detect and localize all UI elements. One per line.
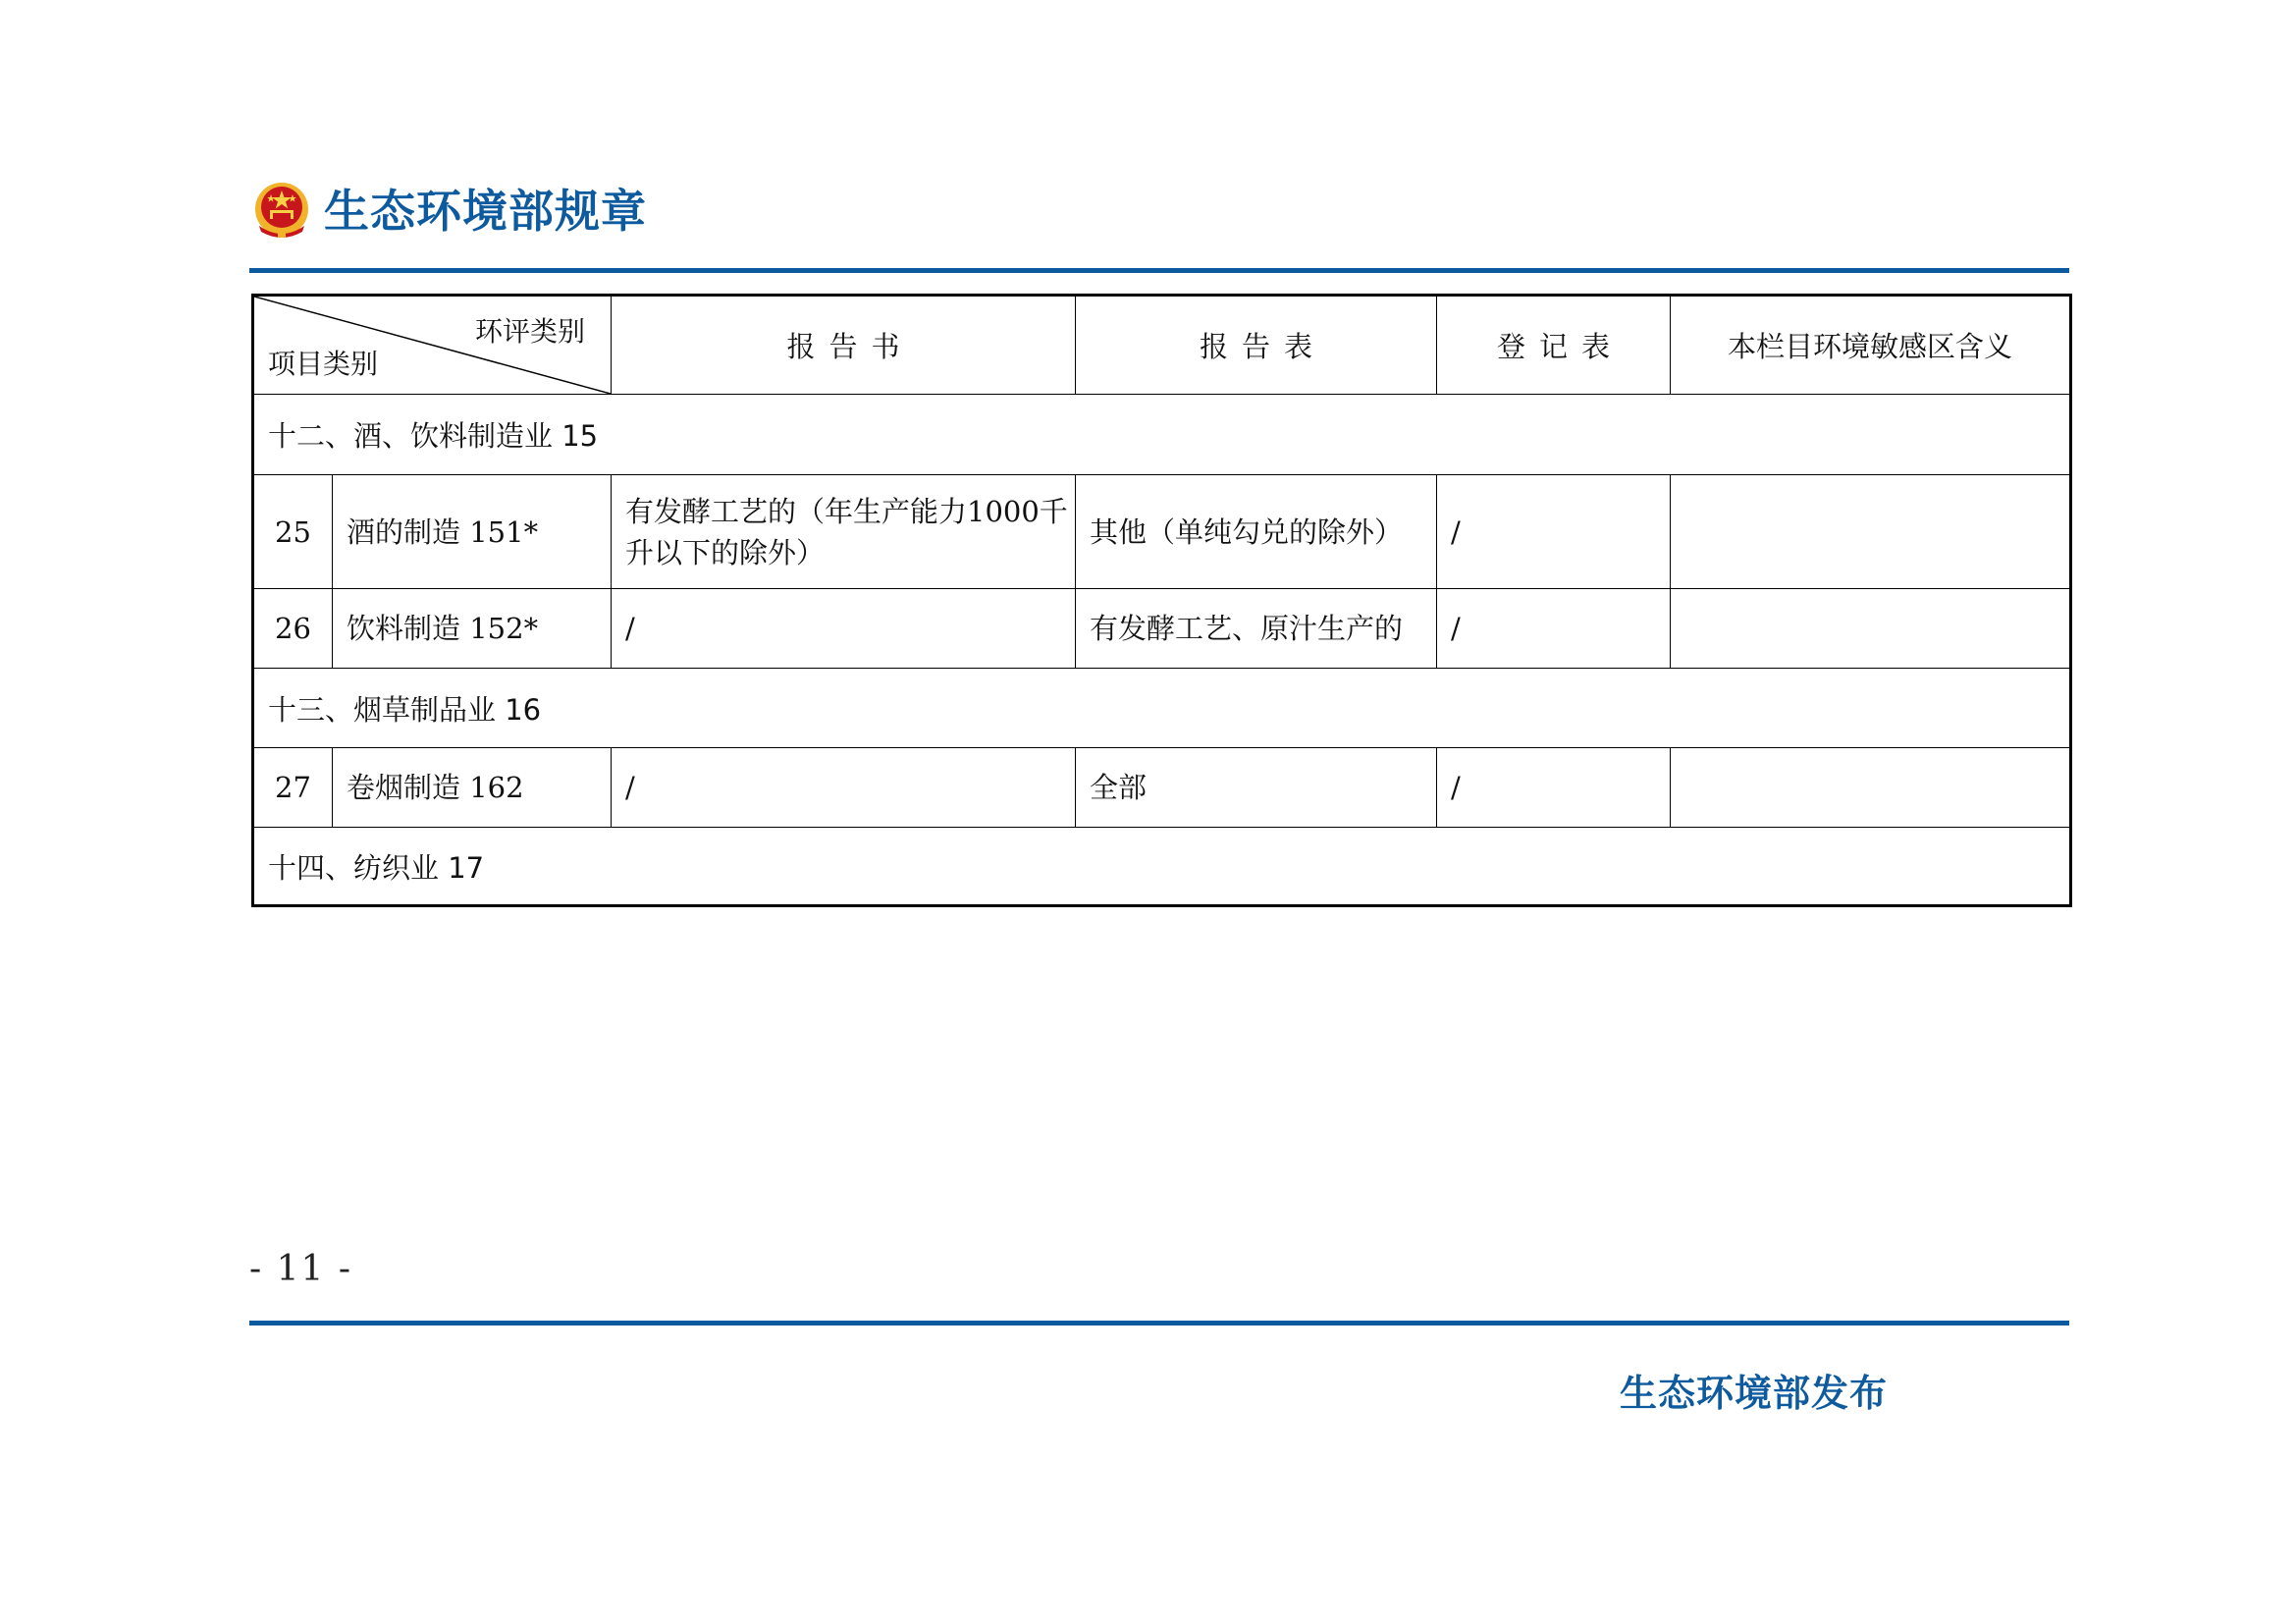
sensitive-area-cell [1671,475,2071,589]
registration-cell: / [1437,748,1671,828]
section-row [253,395,2071,475]
table-row [253,748,2071,828]
section-row [253,828,2071,906]
registration-cell: / [1437,589,1671,669]
report-book-cell: 有发酵工艺的（年生产能力1000千升以下的除外） [612,475,1076,589]
header-title: 生态环境部规章 [324,185,647,238]
page-number: - 11 - [249,1249,353,1289]
column-header-report-book: 报告书 [612,296,1076,395]
project-name: 酒的制造 151* [333,475,612,589]
report-form-cell: 其他（单纯勾兑的除外） [1076,475,1437,589]
column-header-registration: 登记表 [1437,296,1671,395]
column-header-report-form: 报告表 [1076,296,1437,395]
section-title: 十二、酒、饮料制造业 15 [253,395,2071,475]
sensitive-area-cell [1671,748,2071,828]
classification-table [251,294,2072,907]
column-header-sensitive-area: 本栏目环境敏感区含义 [1671,296,2071,395]
section-title: 十三、烟草制品业 16 [253,669,2071,748]
section-title: 十四、纺织业 17 [253,828,2071,906]
report-book-cell: / [612,748,1076,828]
footer-rule [249,1321,2069,1325]
report-book-cell: / [612,589,1076,669]
page-header [251,177,647,245]
project-name: 饮料制造 152* [333,589,612,669]
header-rule [249,268,2069,273]
corner-label-top: 环评类别 [474,315,585,348]
row-number: 27 [253,748,333,828]
table-header-row [253,296,2071,395]
sensitive-area-cell [1671,589,2071,669]
project-name: 卷烟制造 162 [333,748,612,828]
registration-cell: / [1437,475,1671,589]
report-form-cell: 有发酵工艺、原汁生产的 [1076,589,1437,669]
table-row [253,589,2071,669]
corner-label-bottom: 项目类别 [268,348,379,380]
diagonal-header-cell [253,296,612,395]
row-number: 25 [253,475,333,589]
section-row [253,669,2071,748]
report-form-cell: 全部 [1076,748,1437,828]
table-row [253,475,2071,589]
row-number: 26 [253,589,333,669]
national-emblem-icon [251,181,312,242]
publisher-label: 生态环境部发布 [1620,1372,1889,1415]
